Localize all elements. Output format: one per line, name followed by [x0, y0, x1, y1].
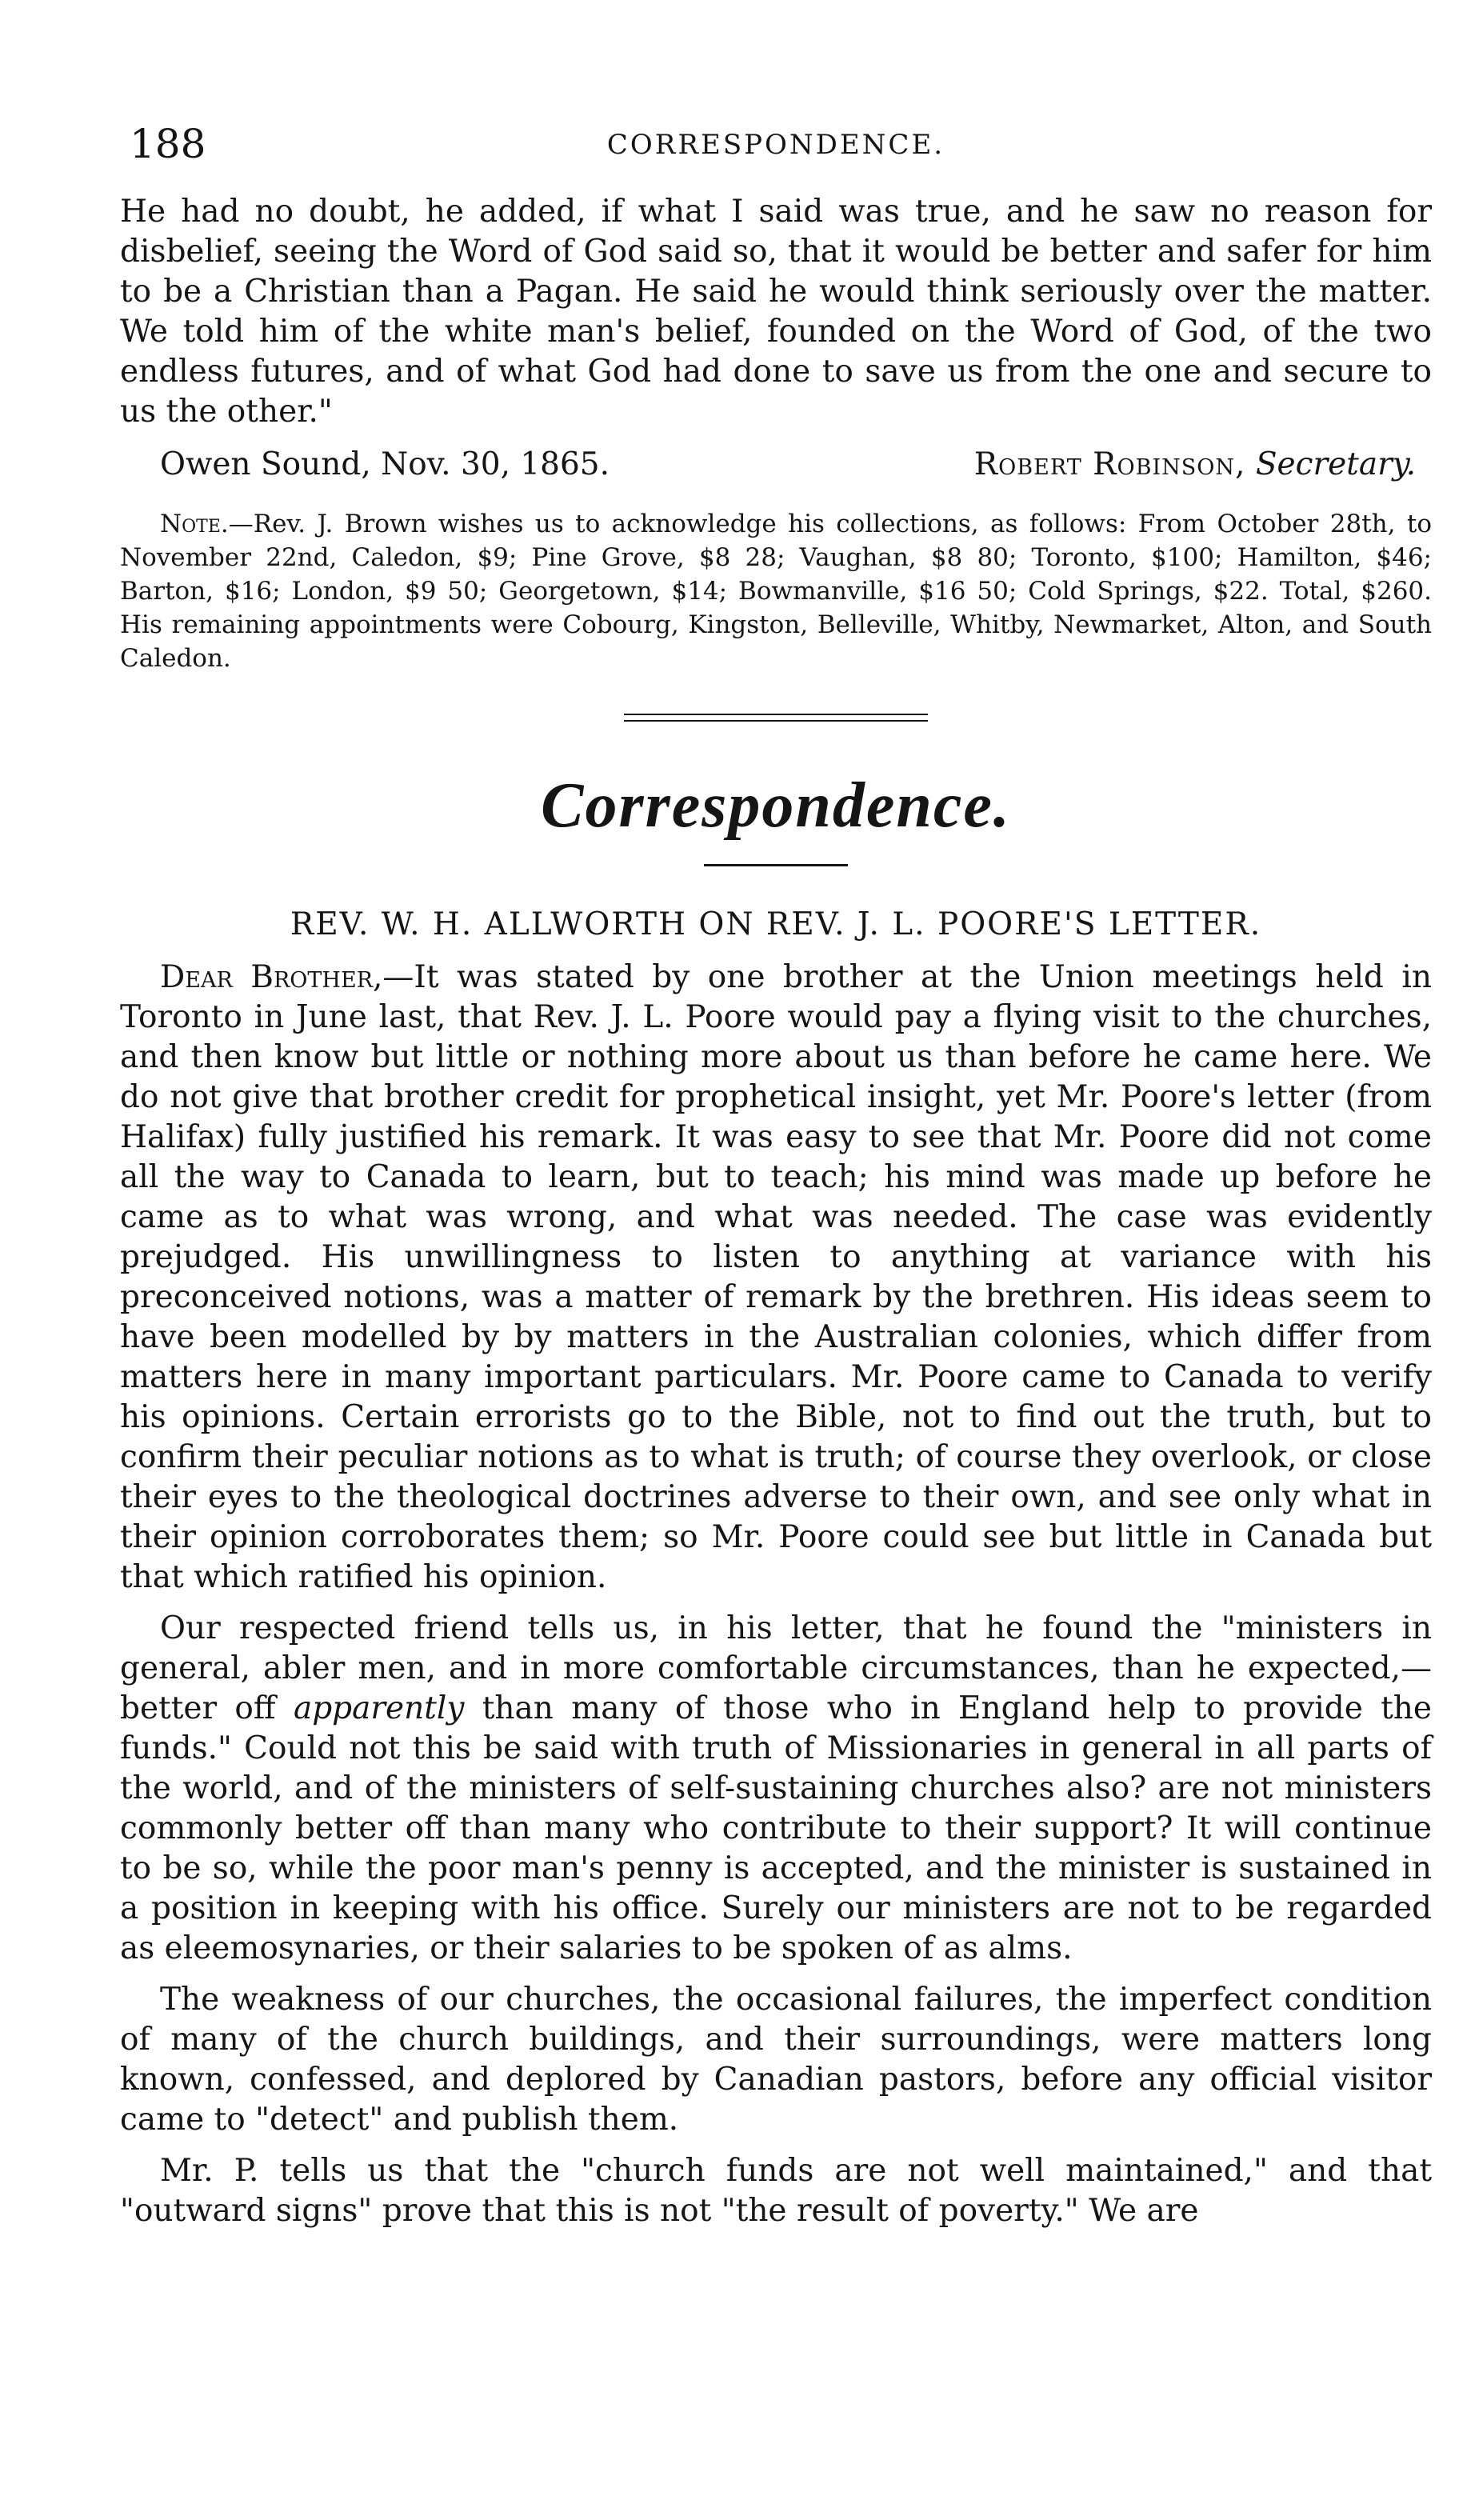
article-paragraph-2-emphasis: apparently — [293, 1690, 465, 1726]
section-heading: Correspondence. — [541, 770, 1011, 841]
article-paragraph-4: Mr. P. tells us that the "church funds are not well maintained," and that "outward signs" prove that this is not "the result of poverty." We are — [120, 2153, 1432, 2229]
signatory-name: Robert Robinson, — [973, 446, 1246, 482]
page-number: 188 — [130, 121, 206, 167]
article-title: REV. W. H. ALLWORTH ON REV. J. L. POORE'S LETTER. — [290, 906, 1262, 942]
article-body — [120, 958, 1432, 2231]
article-paragraph-1 — [120, 958, 1432, 1598]
intro-paragraph: He had no doubt, he added, if what I said was true, and he saw no reason for disbelief, seeing the Word of God said so, that it would be better and safer for him to be a Christian than a Pagan. He said he would think seriously over the matter. We told him of the white man's belief, founded on the Word of God, of the two endless futures, and of what God had done to save us from the one and secure to us the other." — [120, 194, 1432, 430]
salutation: Dear Brother, — [160, 959, 383, 995]
running-head — [120, 120, 1432, 192]
article-paragraph-2 — [120, 1609, 1432, 1969]
signoff-place-date: Owen Sound, Nov. 30, 1865. — [160, 446, 610, 482]
article-paragraph-1-text: —It was stated by one brother at the Union meetings held in Toronto in June last, that Rev. J. L. Poore would pay a flying visit to the churches, and then know but little or nothing more about us than before he came here. We do not give that brother credit for prophetical insight, yet Mr. Poore's letter (from Halifax) fully justified his remark. It was easy to see that Mr. Poore did not come all the way to Canada to learn, but to teach; his mind was made up before he came as to what was wrong, and what was needed. The case was evidently prejudged. His unwillingness to listen to anything at variance with his preconceived notions, was a matter of remark by the brethren. His ideas seem to have been modelled by by matters in the Australian colonies, which differ from matters here in many important particulars. Mr. Poore came to Canada to verify his opinions. Certain errorists go to the Bible, not to find out the truth, but to confirm their peculiar notions as to what is truth; of course they overlook, or close their eyes to the theological doctrines adverse to their own, and see only what in their opinion corroborates them; so Mr. Poore could see but little in Canada but that which ratified his opinion. — [120, 959, 1432, 1595]
note-text: —Rev. J. Brown wishes us to acknowledge his collections, as follows: From October 28th, to November 22nd, Caledon, $9; Pine Grove, $8 28; Vaughan, $8 80; Toronto, $100; Hamilton, $46; Barton, $16; London, $9 50; Georgetown, $14; Bowmanville, $16 50; Cold Springs, $22. Total, $260. His remaining appointments were Cobourg, Kingston, Belleville, Whitby, Newmarket, Alton, and South Caledon. — [120, 510, 1432, 673]
book-page — [120, 120, 1432, 2231]
section-divider — [624, 714, 928, 722]
article-paragraph-2-end: than many of those who in England help to provide the funds." Could not this be said with truth of Missionaries in general in all parts of the world, and of the ministers of self-sustaining churches also? are not ministers commonly better off than many who contribute to their support? It will continue to be so, while the poor man's penny is accepted, and the minister is sustained in a position in keeping with his office. Surely our ministers are not to be regarded as eleemosynaries, or their salaries to be spoken of as alms. — [120, 1690, 1432, 1966]
signoff — [120, 445, 1432, 485]
heading-rule — [704, 864, 848, 866]
note-label: Note. — [160, 510, 229, 538]
running-title: CORRESPONDENCE. — [606, 129, 945, 161]
collections-note — [120, 507, 1432, 675]
signoff-signature — [974, 445, 1416, 485]
article-paragraph-2-start: Our respected friend tells us, in his letter, that he found the "ministers in general, abler men, and in more comfortable circumstances, than he expected,—better off — [120, 1610, 1432, 1726]
signatory-role: Secretary. — [1255, 446, 1416, 482]
article-paragraph-3: The weakness of our churches, the occasional failures, the imperfect condition of many of the church buildings, and their surroundings, were matters long known, confessed, and deplored by Canadian pastors, before any official visitor came to "detect" and publish them. — [120, 1982, 1432, 2138]
